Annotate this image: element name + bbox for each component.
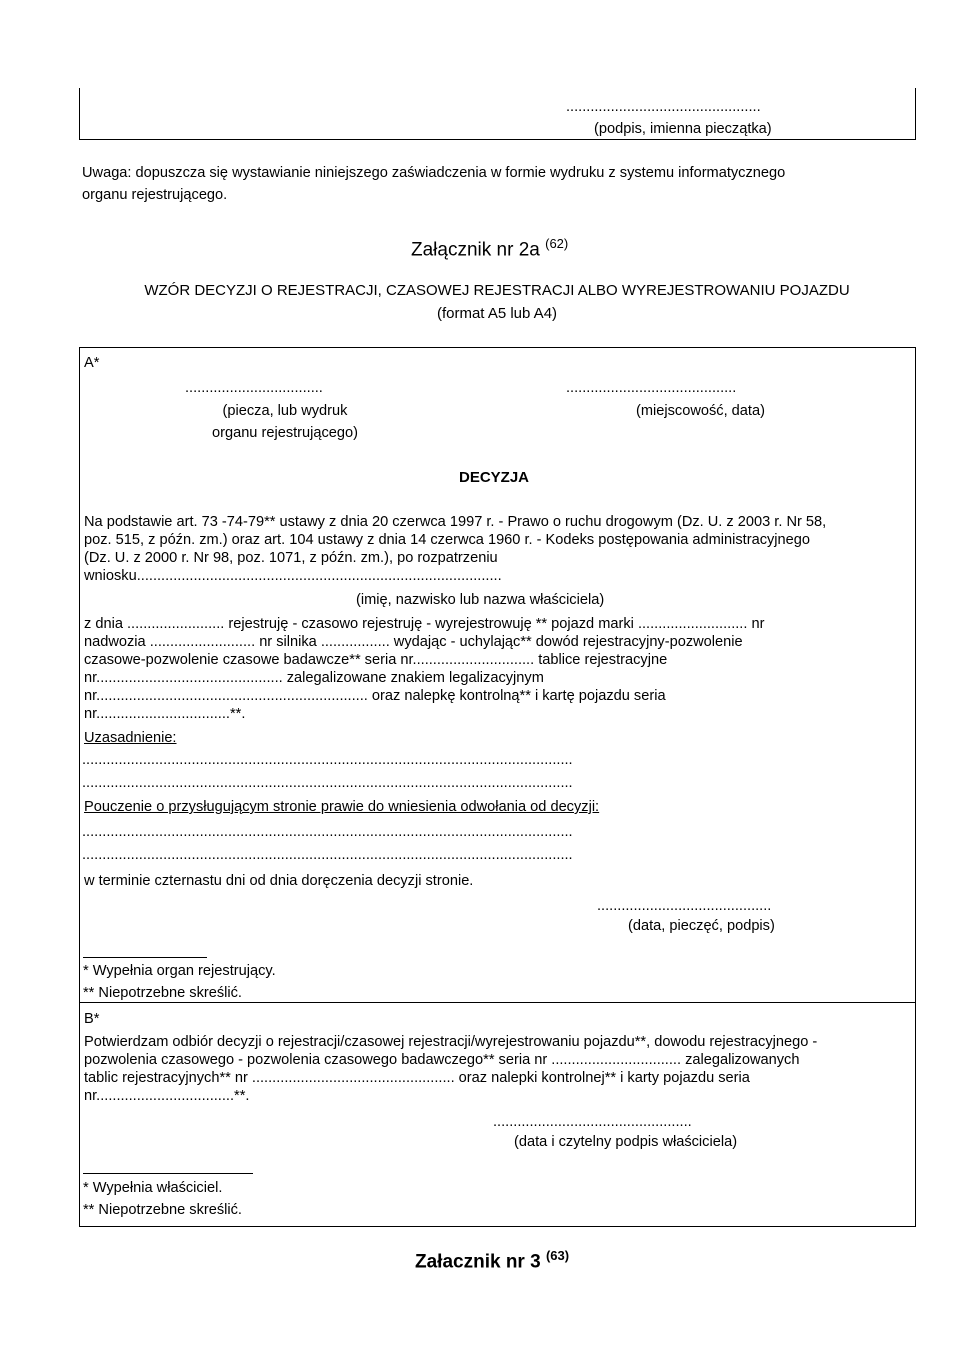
annex-3-footnote-ref: (63) (545, 1248, 570, 1263)
receipt-line-3: tablic rejestracyjnych** nr .................................................. oraz nalepki kontrolnej** i karty pojazdu seria (84, 1070, 750, 1086)
authority-sign-dots: ........................................... (597, 898, 772, 914)
footnote-b-2: ** Niepotrzebne skreślić. (83, 1202, 242, 1218)
legal-basis-line-4: wniosku.......................................................................................... (84, 568, 502, 584)
legal-basis-line-1: Na podstawie art. 73 -74-79** ustawy z dnia 20 czerwca 1997 r. - Prawo o ruchu drogowym (Dz. U. z 2003 r. Nr 58, (84, 514, 827, 530)
footnote-a-2: ** Niepotrzebne skreślić. (83, 985, 242, 1001)
owner-sign-dots: ................................................. (493, 1114, 692, 1130)
note-line-2: organu rejestrującego. (82, 187, 228, 203)
annex-2a-format: (format A5 lub A4) (436, 305, 558, 322)
footnote-rule-a (83, 957, 207, 958)
instruction-dots-1: ......................................................................................................................... (82, 824, 573, 840)
annex-2a-footnote-ref: (62) (545, 236, 569, 251)
justification-dots-1: ......................................................................................................................... (82, 752, 573, 768)
justification-dots-2: ......................................................................................................................... (82, 775, 573, 791)
annex-2a-title-text: Załącznik nr 2a (411, 239, 540, 261)
place-date-dots: .......................................... (566, 380, 737, 396)
part-divider (79, 1002, 916, 1003)
decision-body-line-5: nr................................................................... oraz nalepkę kontrolną** i kartę pojazdu seria (84, 688, 666, 704)
decision-body-line-6: nr.................................**. (84, 706, 246, 722)
decision-title: DECYZJA (459, 469, 530, 486)
part-a-marker: A* (84, 355, 100, 371)
justification-label: Uzasadnienie: (84, 730, 177, 746)
authority-sign-label: (data, pieczęć, podpis) (628, 918, 775, 934)
annex-3-title (415, 1248, 569, 1273)
decision-body-line-1: z dnia ........................ rejestruję - czasowo rejestruję - wyrejestrowuję ** pojazd marki ........................... nr (84, 616, 765, 632)
annex-3-title-text: Załacznik nr 3 (415, 1251, 541, 1273)
owner-sign-label: (data i czytelny podpis właściciela) (514, 1134, 738, 1150)
place-date-label: (miejscowość, data) (636, 403, 765, 419)
decision-body-line-4: nr.............................................. zalegalizowane znakiem legalizacyjnym (84, 670, 544, 686)
part-b-marker: B* (84, 1011, 100, 1027)
decision-body-line-2: nadwozia .......................... nr silnika ................. wydając - uchylając** dowód rejestracyjny-pozwolenie (84, 634, 743, 650)
legal-basis-line-3: (Dz. U. z 2000 r. Nr 98, poz. 1071, z późn. zm.), po rozpatrzeniu (84, 550, 498, 566)
footnote-b-1: * Wypełnia właściciel. (83, 1180, 223, 1196)
receipt-line-1: Potwierdzam odbiór decyzji o rejestracji/czasowej rejestracji/wyrejestrowaniu pojazdu**, dowodu rejestracyjnego - (84, 1034, 818, 1050)
receipt-line-4: nr..................................**. (84, 1088, 250, 1104)
stamp-label-2: organu rejestrującego) (211, 425, 359, 441)
annex-2a-heading: WZÓR DECYZJI O REJESTRACJI, CZASOWEJ REJESTRACJI ALBO WYREJESTROWANIU POJAZDU (144, 282, 850, 299)
owner-label: (imię, nazwisko lub nazwa właściciela) (356, 592, 605, 608)
stamp-dots: .................................. (185, 380, 323, 396)
annex-2a-title (411, 236, 568, 261)
decision-body-line-3: czasowe-pozwolenie czasowe badawcze** seria nr.............................. tablice rejestracyjne (84, 652, 668, 668)
instruction-dots-2: ......................................................................................................................... (82, 847, 573, 863)
top-signature-dots: ................................................ (566, 99, 761, 115)
receipt-line-2: pozwolenia czasowego - pozwolenia czasowego badawczego** seria nr ................................ zalegalizowanych (84, 1052, 800, 1068)
top-signature-box (79, 88, 916, 140)
appeal-deadline: w terminie czternastu dni od dnia doręczenia decyzji stronie. (84, 873, 474, 889)
footnote-rule-b (83, 1173, 253, 1174)
note-line-1: Uwaga: dopuszcza się wystawianie niniejszego zaświadczenia w formie wydruku z systemu informatycznego (82, 165, 786, 181)
footnote-a-1: * Wypełnia organ rejestrujący. (83, 963, 276, 979)
top-signature-label: (podpis, imienna pieczątka) (594, 121, 772, 137)
legal-basis-line-2: poz. 515, z późn. zm.) oraz art. 104 ustawy z dnia 14 czerwca 1960 r. - Kodeks postępowania administracyjnego (84, 532, 811, 548)
instruction-label: Pouczenie o przysługującym stronie prawie do wniesienia odwołania od decyzji: (84, 799, 600, 815)
stamp-label-1: (piecza, lub wydruk (222, 403, 348, 419)
